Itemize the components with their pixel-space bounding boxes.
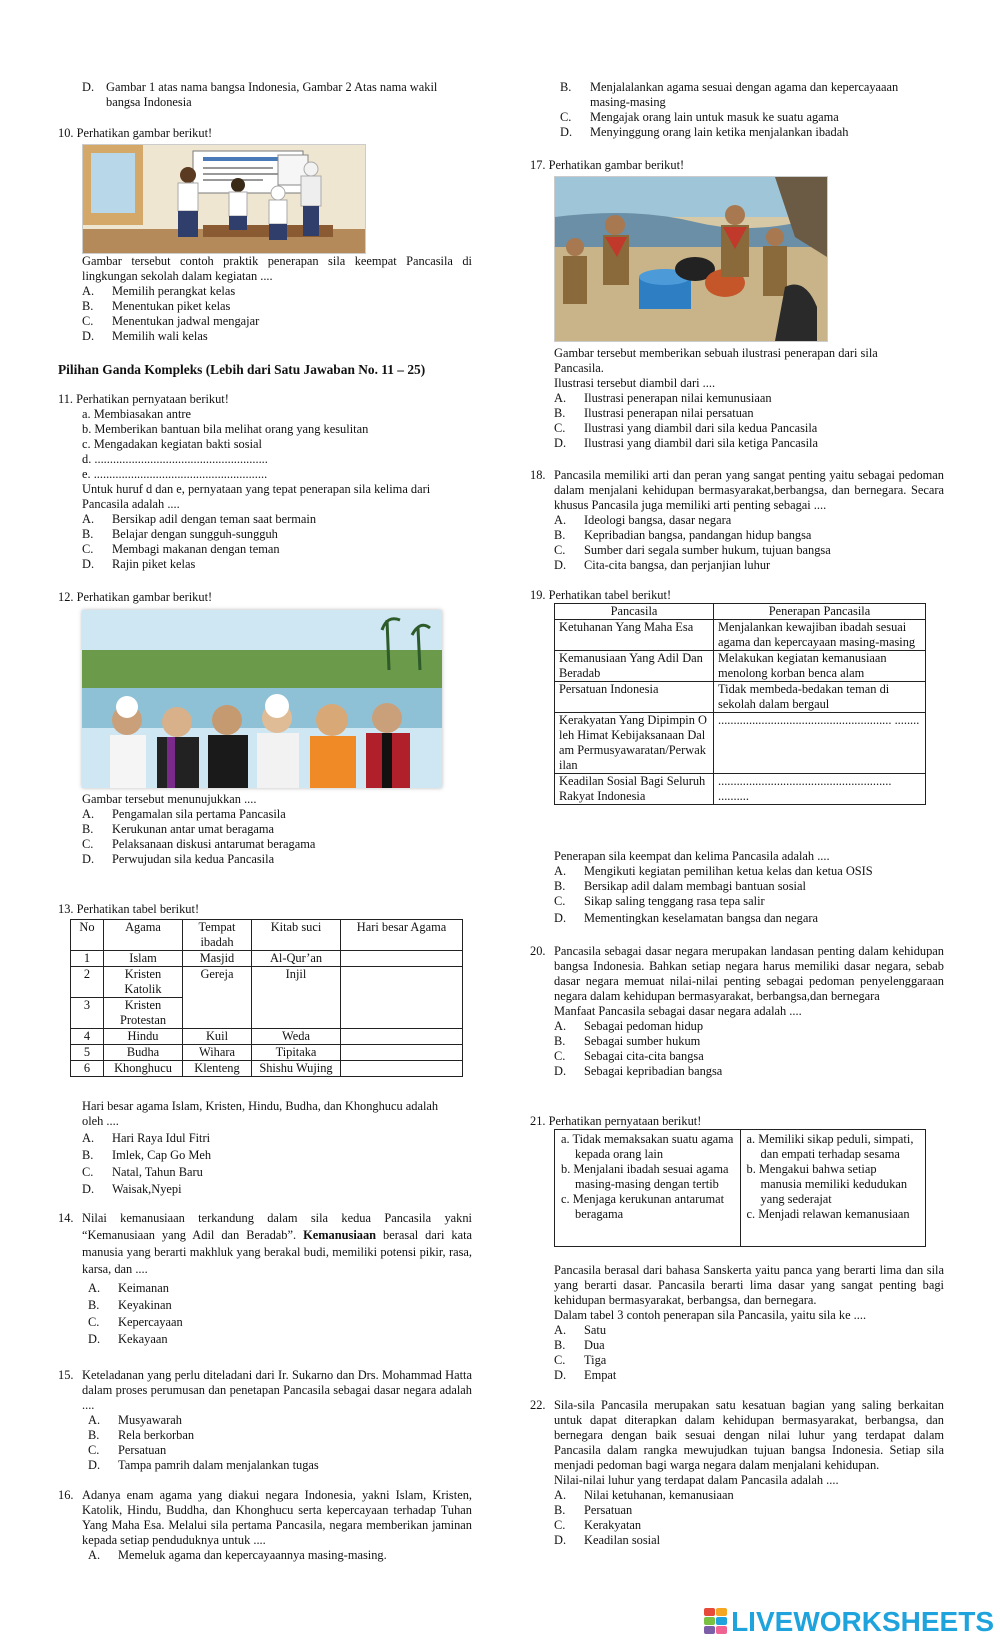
logo-text: LIVEWORKSHEETS bbox=[731, 1605, 994, 1637]
q20-option-d[interactable]: D. Sebagai kepribadian bangsa bbox=[554, 1064, 723, 1078]
table-row: 1 Islam Masjid Al-Qur’an bbox=[71, 951, 463, 967]
logo-tile bbox=[716, 1617, 727, 1625]
q15-option-c[interactable]: C. Persatuan bbox=[88, 1443, 167, 1457]
q15-option-a[interactable]: A. Musyawarah bbox=[88, 1413, 182, 1427]
table-row: Kerakyatan Yang Dipimpin Oleh Himat Kebijaksanaan Dalam Permusyawaratan/Perwakilan ........................................................ ........ bbox=[555, 713, 926, 774]
liveworksheets-logo[interactable] bbox=[704, 1605, 994, 1637]
q17-title: 17. Perhatikan gambar berikut! bbox=[530, 158, 685, 172]
q11-item-e: e. ........................................................ bbox=[82, 467, 268, 481]
table-row: 6 Khonghucu Klenteng Shishu Wujing bbox=[71, 1061, 463, 1077]
table-row: 3 Kristen Protestan bbox=[71, 998, 463, 1029]
q10-option-c[interactable]: C. Menentukan jadwal mengajar bbox=[82, 314, 260, 328]
table-header: No Agama Tempat ibadah Kitab suci Hari besar Agama bbox=[71, 920, 463, 951]
q15-option-d[interactable]: D. Tampa pamrih dalam menjalankan tugas bbox=[88, 1458, 319, 1472]
q10-option-b[interactable]: B. Menentukan piket kelas bbox=[82, 299, 231, 313]
question-20: 20. Pancasila sebagai dasar negara merupakan landasan penting dalam kehidupan bangsa Indonesia. Bahkan setiap negara harus memiliki dasar negara, sebab dasar negara memuat nilai-nilai penting sebagai pedoman penyelenggaraan negara dalam kehidupan bermasyarakat, berbangsa,dan bernegara Manfaat Pancasila sebagai dasar negara adalah .... A. Sebagai pedoman hidup B. Sebagai sumber hukum C. Sebagai cita-cita bangsa D. Sebagai kepribadian bangsa bbox=[530, 944, 944, 1078]
question-18: 18. Pancasila memiliki arti dan peran yang sangat penting yaitu sebagai pedoman dalam menjalani kehidupan bermasyarakat,berbangsa, dan bernegara. Secara khusus Pancasila juga memiliki arti penting sebagai .... A. Ideologi bangsa, dasar negara B. Kepribadian bangsa, pandangan hidup bangsa C. Sumber dari segala sumber hukum, tujuan bangsa D. Cita-cita bangsa, dan perjanjian luhur bbox=[530, 468, 944, 572]
q21-option-b[interactable]: B. Dua bbox=[554, 1338, 605, 1352]
q10-title: 10. Perhatikan gambar berikut! bbox=[58, 126, 213, 140]
logo-tile bbox=[704, 1626, 715, 1634]
q17-option-c[interactable]: C. Ilustrasi yang diambil dari sila kedua Pancasila bbox=[554, 421, 818, 435]
q10-option-a[interactable]: A. Memilih perangkat kelas bbox=[82, 284, 236, 298]
table-row: Keadilan Sosial Bagi Seluruh Rakyat Indonesia ........................................................ .......... bbox=[555, 774, 926, 805]
q18-option-a[interactable]: A. Ideologi bangsa, dasar negara bbox=[554, 513, 732, 527]
q18-option-d[interactable]: D. Cita-cita bangsa, dan perjanjian luhur bbox=[554, 558, 771, 572]
q11-item-a: a. Membiasakan antre bbox=[82, 407, 192, 421]
q16-option-c[interactable]: C. Mengajak orang lain untuk masuk ke suatu agama bbox=[560, 110, 839, 124]
q18-option-b[interactable]: B. Kepribadian bangsa, pandangan hidup bangsa bbox=[554, 528, 812, 542]
q13-body: Hari besar agama Islam, Kristen, Hindu, Budha, dan Khonghucu adalah oleh .... A. Hari Raya Idul Fitri B. Imlek, Cap Go Meh C. Natal, Tahun Baru D. Waisak,Nyepi bbox=[82, 1099, 472, 1197]
pancasila-table bbox=[554, 603, 926, 805]
q10-option-d[interactable]: D. Memilih wali kelas bbox=[82, 329, 208, 343]
q21-option-a[interactable]: A. Satu bbox=[554, 1323, 607, 1337]
q19-option-c[interactable]: C. Sikap saling tenggang rasa tepa salir bbox=[554, 894, 765, 908]
q21-option-d[interactable]: D. Empat bbox=[554, 1368, 617, 1382]
logo-tile bbox=[716, 1626, 727, 1634]
q21-option-c[interactable]: C. Tiga bbox=[554, 1353, 607, 1367]
q14-option-a[interactable]: A. Keimanan bbox=[88, 1281, 169, 1295]
q12-option-a[interactable]: A. Pengamalan sila pertama Pancasila bbox=[82, 807, 286, 821]
beach-cleanup-illustration bbox=[554, 176, 828, 342]
q12-body: Gambar tersebut menunujukkan .... A. Pengamalan sila pertama Pancasila B. Kerukunan antar umat beragama C. Pelaksanaan diskusi antarumat beragama D. Perwujudan sila kedua Pancasila bbox=[82, 792, 472, 867]
q19-option-d[interactable]: D. Mementingkan keselamatan bangsa dan negara bbox=[554, 911, 818, 925]
q13-option-c[interactable]: C. Natal, Tahun Baru bbox=[82, 1165, 203, 1179]
question-10 bbox=[58, 126, 472, 141]
statement-table bbox=[554, 1129, 926, 1247]
table-row: Persatuan Indonesia Tidak membeda-bedakan teman di sekolah dalam bergaul bbox=[555, 682, 926, 713]
q12-option-c[interactable]: C. Pelaksanaan diskusi antarumat beragama bbox=[82, 837, 316, 851]
q12-option-b[interactable]: B. Kerukunan antar umat beragama bbox=[82, 822, 275, 836]
q10-body: Gambar tersebut contoh praktik penerapan sila keempat Pancasila di lingkungan sekolah dalam kegiatan .... A. Memilih perangkat kelas B. Menentukan piket kelas C. Menentukan jadwal mengajar D. Memilih wali kelas bbox=[82, 254, 472, 343]
q18-option-c[interactable]: C. Sumber dari segala sumber hukum, tujuan bangsa bbox=[554, 543, 831, 557]
table-row: 5 Budha Wihara Tipitaka bbox=[71, 1045, 463, 1061]
q19-option-a[interactable]: A. Mengikuti kegiatan pemilihan ketua kelas dan ketua OSIS bbox=[554, 864, 873, 878]
q12-title: 12. Perhatikan gambar berikut! bbox=[58, 590, 213, 604]
q13-title: 13. Perhatikan tabel berikut! bbox=[58, 902, 200, 916]
logo-tile bbox=[704, 1608, 715, 1616]
q16-option-a[interactable]: A. Memeluk agama dan kepercayaannya masing-masing. bbox=[88, 1548, 387, 1562]
q20-option-a[interactable]: A. Sebagai pedoman hidup bbox=[554, 1019, 704, 1033]
q17-option-d[interactable]: D. Ilustrasi yang diambil dari sila ketiga Pancasila bbox=[554, 436, 818, 450]
q19-option-b[interactable]: B. Bersikap adil dalam membagi bantuan sosial bbox=[554, 879, 806, 893]
table-row: Ketuhanan Yang Maha Esa Menjalankan kewajiban ibadah sesuai agama dan kepercayaan masing-masing bbox=[555, 620, 926, 651]
q20-option-c[interactable]: C. Sebagai cita-cita bangsa bbox=[554, 1049, 704, 1063]
q13-option-b[interactable]: B. Imlek, Cap Go Meh bbox=[82, 1148, 212, 1162]
table-header: Pancasila Penerapan Pancasila bbox=[555, 604, 926, 620]
q11-option-a[interactable]: A. Bersikap adil dengan teman saat bermain bbox=[82, 512, 317, 526]
q11-item-d: d. ........................................................ bbox=[82, 452, 268, 466]
logo-tile bbox=[704, 1617, 715, 1625]
question-15: 15. Keteladanan yang perlu diteladani dari Ir. Sukarno dan Drs. Mohammad Hatta dalam proses perumusan dan penetapan Pancasila sebagai dasar negara adalah .... A. Musyawarah B. Rela berkorban C. Persatuan D. Tampa pamrih dalam menjalankan tugas bbox=[58, 1368, 472, 1472]
q14-option-c[interactable]: C. Kepercayaan bbox=[88, 1315, 183, 1329]
religion-table bbox=[70, 919, 463, 1077]
table-row: 2 Kristen Katolik Gereja Injil bbox=[71, 967, 463, 998]
q14-option-d[interactable]: D. Kekayaan bbox=[88, 1332, 168, 1346]
classroom-illustration bbox=[82, 144, 366, 254]
q16-option-d[interactable]: D. Menyinggung orang lain ketika menjalankan ibadah bbox=[560, 125, 849, 139]
q19-title: 19. Perhatikan tabel berikut! bbox=[530, 588, 672, 602]
table-row: Kemanusiaan Yang Adil Dan Beradab Melakukan kegiatan kemanusiaan menolong korban benca alam bbox=[555, 651, 926, 682]
table-row: a. Tidak memaksakan suatu agama kepada orang lain b. Menjalani ibadah sesuai agama masing-masing dengan tertib c. Menjaga kerukunan antarumat beragama a. Memiliki sikap peduli, simpati, dan empati terhadap sesama b. Mengakui bahwa setiap manusia memiliki kedudukan yang sederajat c. Menjadi relawan kemanusiaan bbox=[555, 1130, 926, 1247]
q9-option-d: D. Gambar 1 atas nama bangsa Indonesia, Gambar 2 Atas nama wakil bangsa Indonesia bbox=[82, 80, 438, 109]
q11-item-b: b. Memberikan bantuan bila melihat orang yang kesulitan bbox=[82, 422, 369, 436]
q17-body: Gambar tersebut memberikan sebuah ilustrasi penerapan dari sila Pancasila. Ilustrasi tersebut diambil dari .... A. Ilustrasi penerapan nilai kemunusiaan B. Ilustrasi penerapan nilai persatuan C. Ilustrasi yang diambil dari sila kedua Pancasila D. Ilustrasi yang diambil dari sila ketiga Pancasila bbox=[554, 346, 944, 451]
q11-option-b[interactable]: B. Belajar dengan sungguh-sungguh bbox=[82, 527, 278, 541]
logo-tile bbox=[716, 1608, 727, 1616]
q13-option-d[interactable]: D. Waisak,Nyepi bbox=[82, 1182, 182, 1196]
q21-body: Pancasila berasal dari bahasa Sanskerta yaitu panca yang berarti lima dan sila yang berarti dasar. Pancasila berarti lima dasar yang sangat penting bagi kehidupan bermasyarakat, berbangsa, dan bernegara. Dalam tabel 3 contoh penerapan sila Pancasila, yaitu sila ke .... A. Satu B. Dua C. Tiga D. Empat bbox=[554, 1263, 944, 1382]
q16-option-b[interactable]: B. Menjalalankan agama sesuai dengan agama dan kepercayaaan bbox=[560, 80, 899, 94]
q14-option-b[interactable]: B. Keyakinan bbox=[88, 1298, 172, 1312]
q17-option-a[interactable]: A. Ilustrasi penerapan nilai kemunusiaan bbox=[554, 391, 772, 405]
q11-option-d[interactable]: D. Rajin piket kelas bbox=[82, 557, 196, 571]
q16-continued: B. Menjalalankan agama sesuai dengan agama dan kepercayaaan masing-masing C. Mengajak orang lain untuk masuk ke suatu agama D. Menyinggung orang lain ketika menjalankan ibadah bbox=[560, 80, 944, 140]
q21-title: 21. Perhatikan pernyataan berikut! bbox=[530, 1114, 702, 1128]
question-16: 16. Adanya enam agama yang diakui negara Indonesia, yakni Islam, Kristen, Katolik, Hindu, Buddha, dan Khonghucu serta kepercayaan terhadap Tuhan Yang Maha Esa. Melalui sila pertama Pancasila, negara memberikan jaminan kepada setiap penduduknya untuk .... A. Memeluk agama dan kepercayaannya masing-masing. bbox=[58, 1488, 472, 1562]
table-row: 4 Hindu Kuil Weda bbox=[71, 1029, 463, 1045]
q22-option-c[interactable]: C. Kerakyatan bbox=[554, 1518, 642, 1532]
liveworksheets-logo-icon bbox=[704, 1608, 727, 1634]
question-11: 11. Perhatikan pernyataan berikut! a. Membiasakan antre b. Memberikan bantuan bila melihat orang yang kesulitan c. Mengadakan kegiatan bakti sosial d. ........................................................ e. ........................................................ Untuk huruf d dan e, pernyataan yang tepat penerapan sila kelima dari Pancasila adalah .... A. Bersikap adil dengan teman saat bermain B. Belajar dengan sungguh-sungguh C. Membagi makanan dengan teman D. Rajin piket kelas bbox=[58, 392, 472, 572]
q11-option-c[interactable]: C. Membagi makanan dengan teman bbox=[82, 542, 280, 556]
q20-option-b[interactable]: B. Sebagai sumber hukum bbox=[554, 1034, 701, 1048]
q11-item-c: c. Mengadakan kegiatan bakti sosial bbox=[82, 437, 262, 451]
q22-option-a[interactable]: A. Nilai ketuhanan, kemanusiaan bbox=[554, 1488, 734, 1502]
interfaith-illustration bbox=[82, 610, 442, 788]
q12-option-d[interactable]: D. Perwujudan sila kedua Pancasila bbox=[82, 852, 275, 866]
question-14: 14. Nilai kemanusiaan terkandung dalam sila kedua Pancasila yakni “Kemanusiaan yang Adil dan Beradab”. Kemanusiaan berasal dari kata manusia yang berarti makhluk yang berakal budi, memiliki potensi pikir, rasa, karsa, dan .... A. Keimanan B. Keyakinan C. Kepercayaan D. Kekayaan bbox=[58, 1211, 473, 1346]
q19-body: Penerapan sila keempat dan kelima Pancasila adalah .... A. Mengikuti kegiatan pemilihan ketua kelas dan ketua OSIS B. Bersikap adil dalam membagi bantuan sosial C. Sikap saling tenggang rasa tepa salir D. Mementingkan keselamatan bangsa dan negara bbox=[554, 849, 944, 926]
q15-option-b[interactable]: B. Rela berkorban bbox=[88, 1428, 195, 1442]
section-heading: Pilihan Ganda Kompleks (Lebih dari Satu Jawaban No. 11 – 25) bbox=[58, 362, 426, 377]
q17-option-b[interactable]: B. Ilustrasi penerapan nilai persatuan bbox=[554, 406, 754, 420]
q22-option-d[interactable]: D. Keadilan sosial bbox=[554, 1533, 661, 1547]
q22-option-b[interactable]: B. Persatuan bbox=[554, 1503, 633, 1517]
q13-option-a[interactable]: A. Hari Raya Idul Fitri bbox=[82, 1131, 211, 1145]
question-22: 22. Sila-sila Pancasila merupakan satu kesatuan bagian yang saling berkaitan untuk dapat diterapkan dalam kehidupan bermasyarakat, berbangsa, dan bernegara dengan baik sesuai dengan nilai luhur yang terdapat dalam Pancasila dalam rangka mewujudkan tujuan bangsa Indonesia. Setiap sila menjadi pedoman bagi warga negara dalam menjalani kehidupan. Nilai-nilai luhur yang terdapat dalam Pancasila adalah .... A. Nilai ketuhanan, kemanusiaan B. Persatuan C. Kerakyatan D. Keadilan sosial bbox=[530, 1398, 944, 1547]
